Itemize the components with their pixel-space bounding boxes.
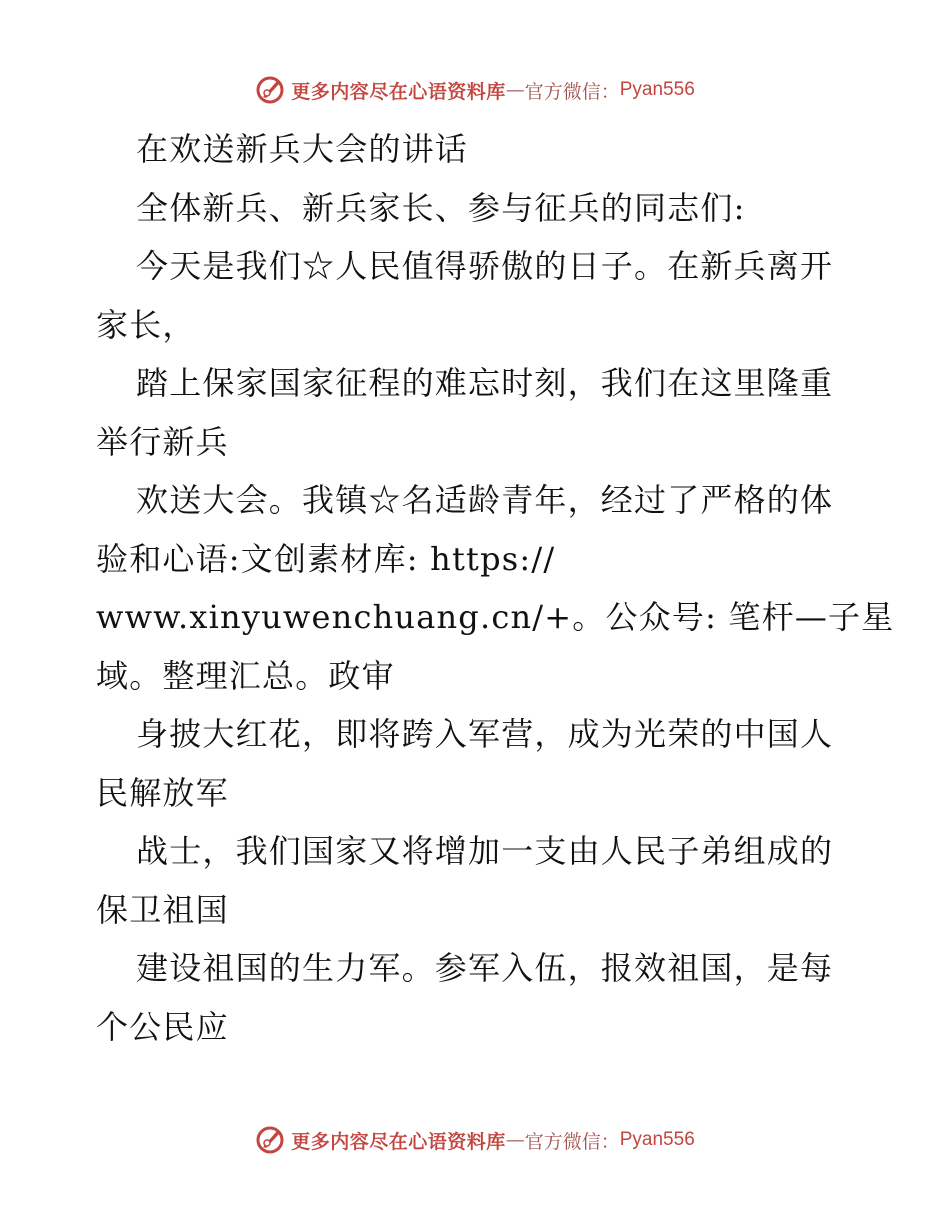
text-line: 举行新兵 (96, 422, 229, 461)
text-line: 民解放军 (96, 773, 229, 812)
banner-wechat-label: 官方微信： (524, 1130, 620, 1153)
quill-seal-icon (255, 75, 285, 105)
text-line: 个公民应 (96, 1007, 229, 1046)
banner-separator: — (505, 79, 525, 101)
text-line: 身披大红花，即将跨入军营，成为光荣的中国人 (136, 715, 834, 753)
text-line: 全体新兵、新兵家长、参与征兵的同志们: (136, 188, 746, 227)
text-line: 建设祖国的生力军。参军入伍，报效祖国，是每 (136, 949, 834, 987)
banner-wechat-id: Pyan556 (619, 79, 695, 100)
text-line: 域。整理汇总。政审 (96, 656, 395, 695)
banner-title: 更多内容尽在心语资料库 (291, 80, 506, 103)
header-banner (0, 70, 950, 110)
text-line: www.xinyuwenchuang.cn/+。公众号: 笔杆—子星 (96, 598, 895, 636)
document-body (96, 120, 895, 1056)
text-line: 验和心语:文创素材库: https:// (96, 539, 556, 578)
text-line: 踏上保家国家征程的难忘时刻，我们在这里隆重 (136, 364, 834, 402)
text-line: 家长， (96, 305, 196, 344)
banner-wechat-label: 官方微信： (524, 80, 620, 103)
text-line: 欢送大会。我镇☆名适龄青年，经过了严格的体 (136, 481, 834, 519)
text-line: 战士，我们国家又将增加一支由人民子弟组成的 (136, 832, 834, 870)
quill-seal-icon (255, 1125, 285, 1155)
text-line: 在欢送新兵大会的讲话 (136, 130, 469, 168)
banner-wechat-id: Pyan556 (619, 1129, 695, 1150)
footer-banner (0, 1120, 950, 1160)
banner-separator: — (505, 1129, 525, 1151)
banner-title: 更多内容尽在心语资料库 (291, 1130, 506, 1153)
text-line: 保卫祖国 (96, 890, 229, 929)
text-line: 今天是我们☆人民值得骄傲的日子。在新兵离开 (136, 247, 834, 285)
